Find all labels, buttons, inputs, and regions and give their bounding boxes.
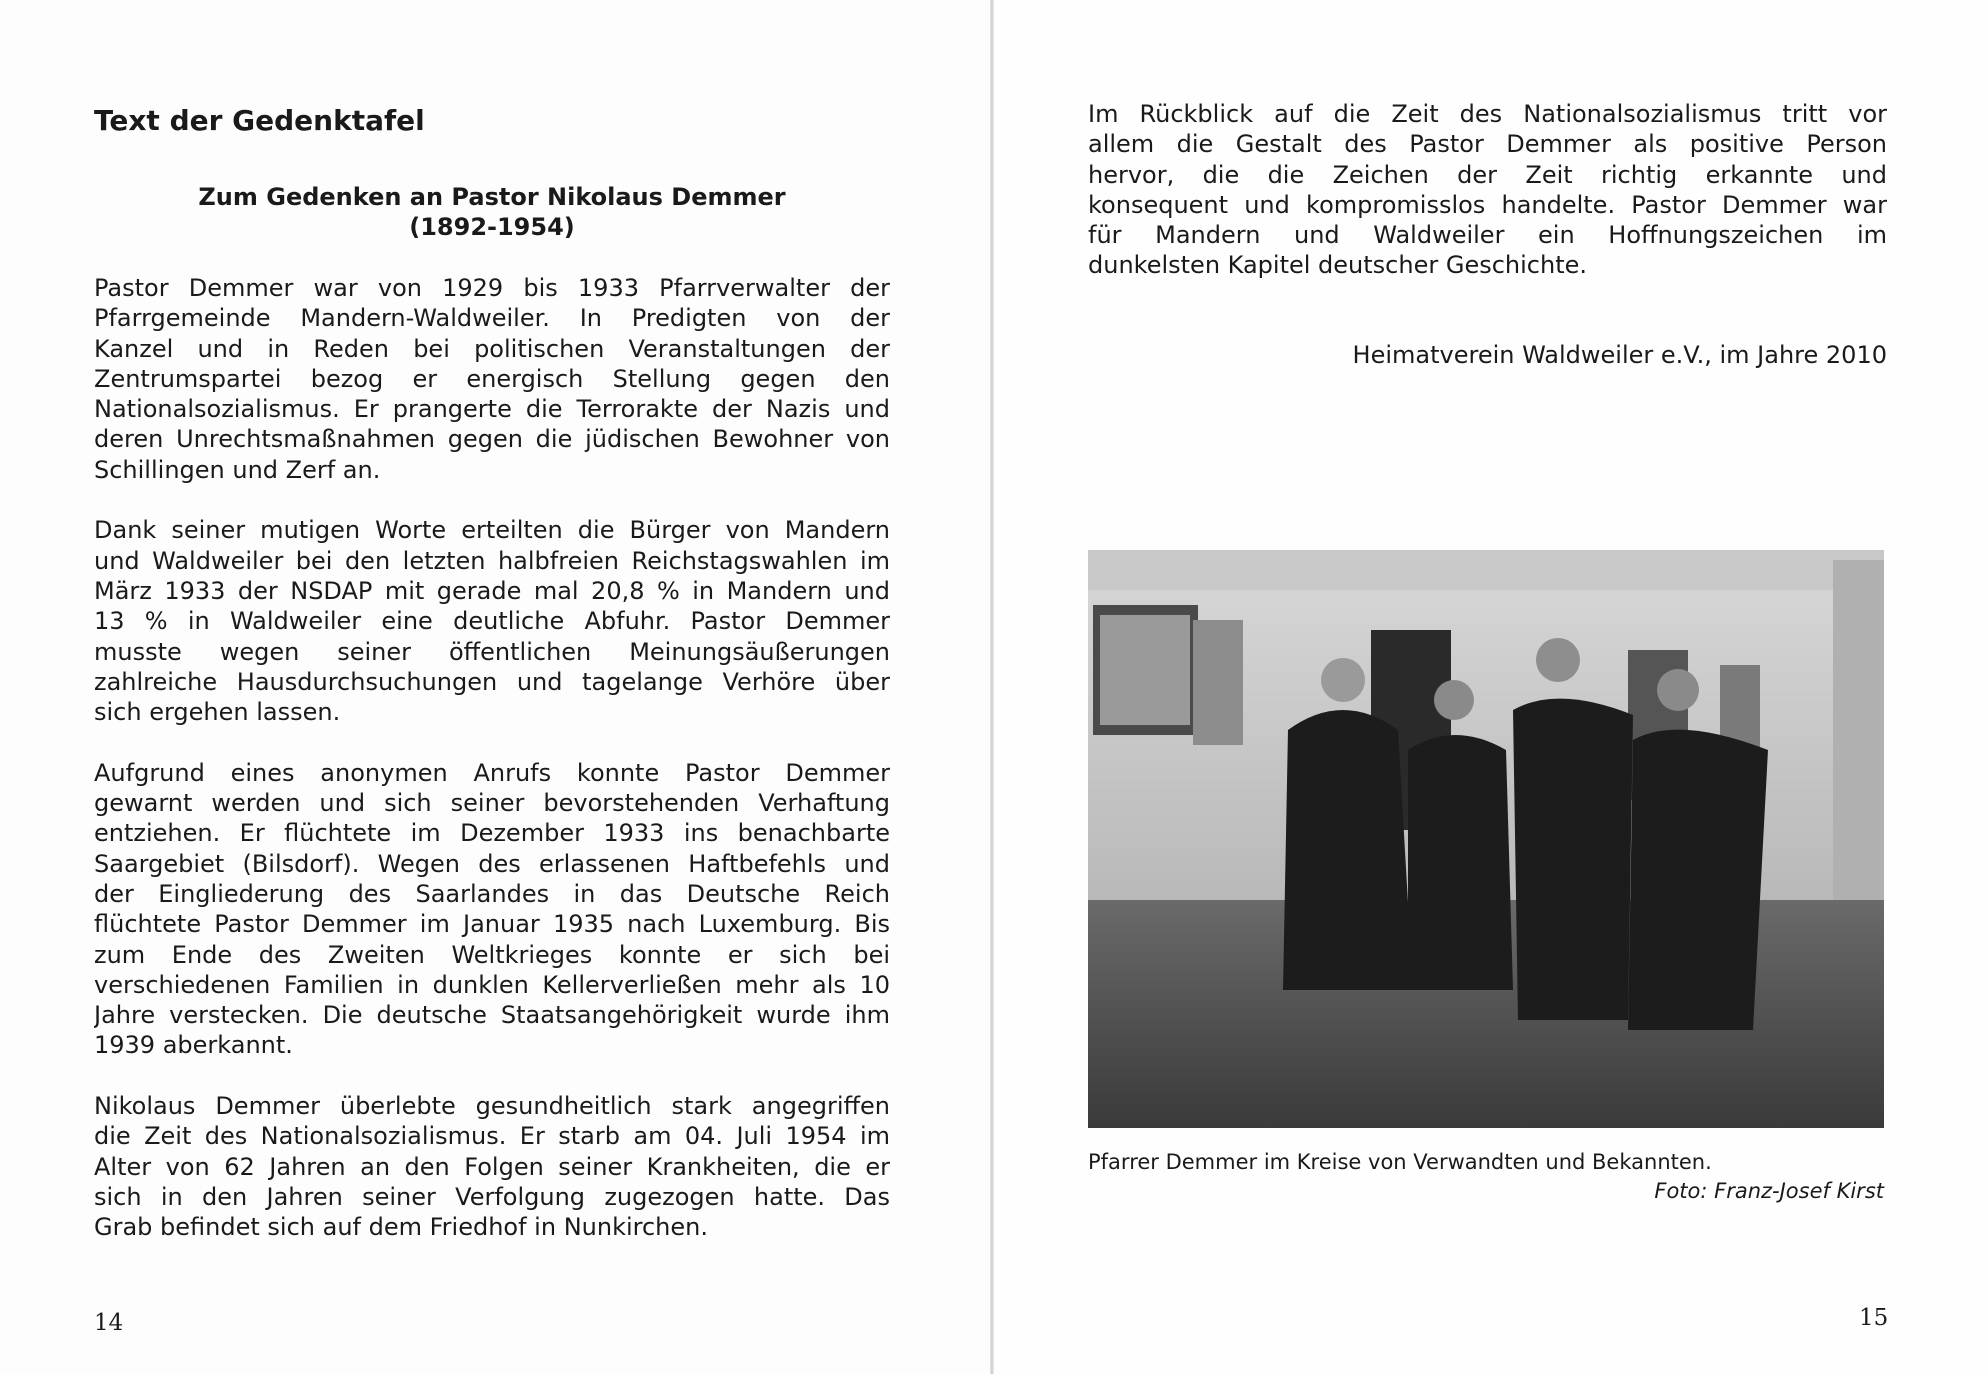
text-line: Nationalsozialismus. Er prangerte die Terrorakte der Nazis und — [94, 395, 890, 424]
text-line: sich ergehen lassen. — [94, 698, 341, 727]
text-line: 13 % in Waldweiler eine deutliche Abfuhr. Pastor Demmer — [94, 607, 890, 636]
text-line: musste wegen seiner öffentlichen Meinungsäußerungen — [94, 637, 890, 666]
subtitle-line: (1892-1954) — [409, 213, 575, 242]
text-line: Saargebiet (Bilsdorf). Wegen des erlassenen Haftbefehls und — [94, 849, 890, 878]
historic-photo — [1088, 550, 1884, 1128]
retrospective-text — [1088, 99, 1887, 311]
text-line: flüchtete Pastor Demmer im Januar 1935 nach Luxemburg. Bis — [94, 910, 890, 939]
photo-caption: Pfarrer Demmer im Kreise von Verwandten und Bekannten. — [1088, 1150, 1712, 1174]
page-number: 15 — [1859, 1305, 1889, 1331]
text-line: und Waldweiler bei den letzten halbfreien Reichstagswahlen im — [94, 546, 890, 575]
text-line: Dank seiner mutigen Worte erteilten die Bürger von Mandern — [94, 516, 890, 545]
text-line: hervor, die die Zeichen der Zeit richtig erkannte und — [1088, 160, 1887, 189]
text-line: verschiedenen Familien in dunklen Kellerverließen mehr als 10 — [94, 970, 890, 999]
photo-credit: Foto: Franz-Josef Kirst — [1654, 1179, 1884, 1203]
text-line: Aufgrund eines anonymen Anrufs konnte Pastor Demmer — [94, 758, 890, 787]
paragraph — [94, 515, 890, 727]
text-line: für Mandern und Waldweiler ein Hoffnungszeichen im — [1088, 221, 1887, 250]
page-number: 14 — [94, 1310, 124, 1336]
text-line: dunkelsten Kapitel deutscher Geschichte. — [1088, 251, 1587, 280]
text-line: Schillingen und Zerf an. — [94, 455, 381, 484]
memorial-subtitle — [94, 182, 890, 243]
text-line: der Eingliederung des Saarlandes in das Deutsche Reich — [94, 879, 890, 908]
memorial-text — [94, 273, 890, 1273]
text-line: Alter von 62 Jahren an den Folgen seiner Krankheiten, die er — [94, 1152, 890, 1181]
text-line: Zentrumspartei bezog er energisch Stellung gegen den — [94, 364, 890, 393]
page-heading: Text der Gedenktafel — [94, 104, 425, 137]
text-line: allem die Gestalt des Pastor Demmer als positive Person — [1088, 130, 1887, 159]
text-line: Jahre verstecken. Die deutsche Staatsangehörigkeit wurde ihm — [94, 1001, 890, 1030]
left-page — [0, 0, 992, 1374]
text-line: zum Ende des Zweiten Weltkrieges konnte er sich bei — [94, 940, 890, 969]
text-line: Pfarrgemeinde Mandern-Waldweiler. In Predigten von der — [94, 304, 890, 333]
paragraph — [94, 1091, 890, 1242]
paragraph — [94, 273, 890, 485]
right-page — [994, 0, 1988, 1374]
subtitle-line: Zum Gedenken an Pastor Nikolaus Demmer — [198, 183, 786, 211]
signature: Heimatverein Waldweiler e.V., im Jahre 2010 — [1352, 341, 1887, 369]
text-line: konsequent und kompromisslos handelte. Pastor Demmer war — [1088, 190, 1887, 219]
text-line: Grab befindet sich auf dem Friedhof in Nunkirchen. — [94, 1213, 708, 1242]
text-line: 1939 aberkannt. — [94, 1031, 293, 1060]
text-line: die Zeit des Nationalsozialismus. Er starb am 04. Juli 1954 im — [94, 1122, 890, 1151]
text-line: gewarnt werden und sich seiner bevorstehenden Verhaftung — [94, 789, 890, 818]
text-line: März 1933 der NSDAP mit gerade mal 20,8 % in Mandern und — [94, 576, 890, 605]
paragraph — [1088, 99, 1887, 281]
text-line: zahlreiche Hausdurchsuchungen und tagelange Verhöre über — [94, 667, 890, 696]
text-line: Im Rückblick auf die Zeit des Nationalsozialismus tritt vor — [1088, 100, 1887, 128]
text-line: Nikolaus Demmer überlebte gesundheitlich stark angegriffen — [94, 1092, 890, 1121]
text-line: deren Unrechtsmaßnahmen gegen die jüdischen Bewohner von — [94, 425, 890, 454]
paragraph — [94, 758, 890, 1061]
text-line: entziehen. Er flüchtete im Dezember 1933 ins benachbarte — [94, 819, 890, 848]
text-line: sich in den Jahren seiner Verfolgung zugezogen hatte. Das — [94, 1182, 890, 1211]
text-line: Kanzel und in Reden bei politischen Veranstaltungen der — [94, 334, 890, 363]
text-line: Pastor Demmer war von 1929 bis 1933 Pfarrverwalter der — [94, 274, 890, 302]
